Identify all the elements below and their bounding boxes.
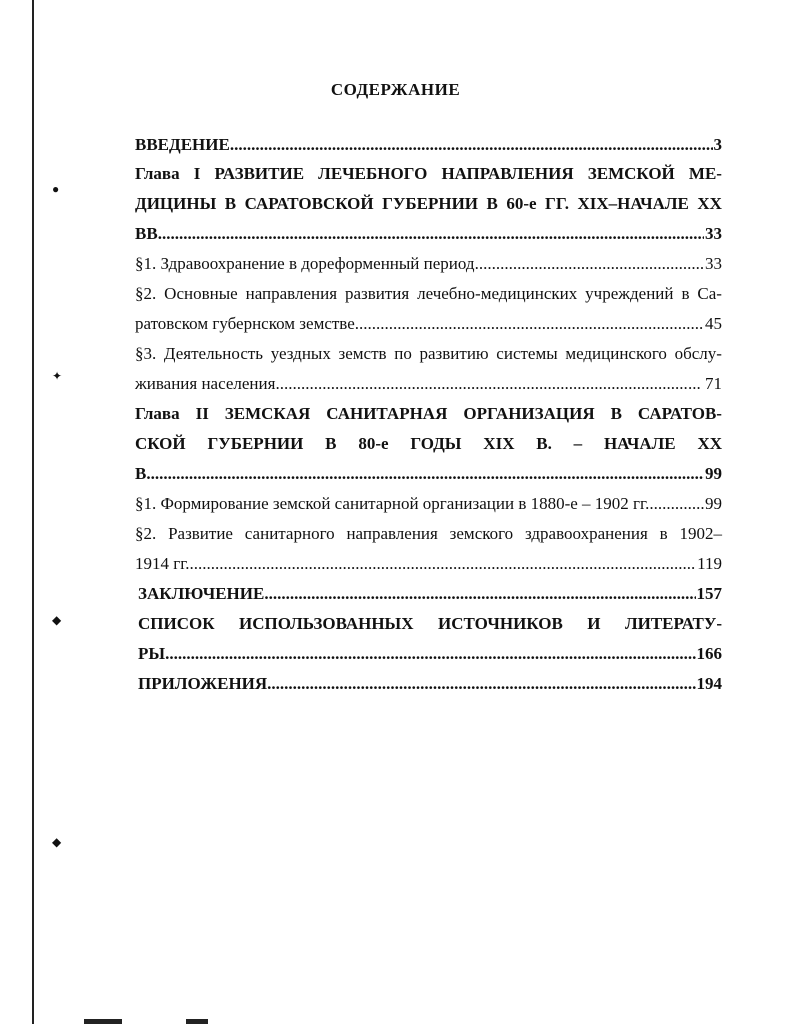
page-number: 99: [705, 464, 722, 483]
heading-word: ГУБЕРНИИ: [207, 434, 304, 453]
heading-word: земского: [449, 524, 514, 543]
heading-word: санитарного: [244, 524, 335, 543]
heading-word: ДИЦИНЫ: [135, 194, 217, 213]
heading-word: в: [681, 284, 690, 303]
entry-title: ВВЕДЕНИЕ: [135, 135, 230, 154]
toc-entry-chapter-1-end: [135, 224, 722, 244]
toc-entry-chapter-2-end: [135, 464, 722, 484]
heading-word: ИСПОЛЬЗОВАННЫХ: [239, 614, 414, 633]
dot-leader: [264, 584, 695, 604]
heading-word: ЗЕМСКОЙ: [587, 164, 675, 183]
heading-word: направления: [346, 524, 438, 543]
entry-title: ВВ: [135, 224, 158, 243]
heading-word: В: [325, 434, 337, 453]
dot-leader: [146, 464, 704, 484]
heading-word: учреждений: [585, 284, 674, 303]
heading-word: по: [394, 344, 412, 363]
heading-word: Глава: [135, 404, 180, 423]
toc-entry-chapter-1[interactable]: [135, 164, 722, 184]
heading-word: 80-е: [358, 434, 389, 453]
heading-word: 1902–: [679, 524, 722, 543]
entry-title: ЗАКЛЮЧЕНИЕ: [138, 584, 265, 603]
heading-word: §2.: [135, 524, 157, 543]
toc-entry-section-2-1[interactable]: [135, 494, 722, 514]
heading-word: обслу-: [674, 344, 722, 363]
heading-word: ГОДЫ: [410, 434, 462, 453]
heading-word: Са-: [697, 284, 722, 303]
heading-word: I: [193, 164, 201, 183]
heading-word: В: [610, 404, 622, 423]
heading-word: в: [659, 524, 668, 543]
toc-entry-sources[interactable]: [138, 614, 722, 634]
toc-entry-conclusion[interactable]: [138, 584, 722, 604]
entry-title: 1914 гг.: [135, 554, 190, 573]
toc-entry-chapter-1-cont: [135, 194, 722, 214]
toc-entry-chapter-2[interactable]: [135, 404, 722, 424]
dot-leader: [475, 254, 704, 274]
heading-word: развитию: [419, 344, 489, 363]
dot-leader: [158, 224, 704, 244]
entry-title: В: [135, 464, 147, 483]
heading-word: здравоохранения: [525, 524, 648, 543]
heading-word: В: [486, 194, 498, 213]
heading-word: XIX: [483, 434, 515, 453]
toc-entry-sources-end: [138, 644, 722, 664]
heading-word: И: [587, 614, 601, 633]
heading-word: Глава: [135, 164, 180, 183]
page-number: 33: [705, 224, 722, 243]
binding-hole-mark: ◆: [52, 613, 62, 627]
toc-entry-section-1-2-end: [135, 314, 722, 334]
heading-word: ИСТОЧНИКОВ: [437, 614, 563, 633]
page-number: 99: [705, 494, 722, 513]
toc-entry-chapter-2-cont: [135, 434, 722, 454]
dot-leader: [658, 494, 704, 514]
heading-word: В.: [536, 434, 552, 453]
heading-word: уездных: [270, 344, 331, 363]
toc-entry-section-1-3[interactable]: [135, 344, 722, 364]
heading-word: В: [224, 194, 237, 213]
heading-word: САНИТАРНАЯ: [326, 404, 448, 423]
heading-word: МЕ-: [688, 164, 722, 183]
toc-entry-appendix[interactable]: [138, 674, 722, 694]
toc-entry-section-1-2[interactable]: [135, 284, 722, 304]
heading-word: медицинского: [565, 344, 667, 363]
entry-title: ратовском губернском земстве: [135, 314, 355, 333]
heading-word: Деятельность: [163, 344, 264, 363]
heading-word: направления: [245, 284, 338, 303]
heading-word: –: [573, 434, 583, 453]
heading-word: СКОЙ: [135, 434, 186, 453]
dot-leader: [275, 374, 687, 394]
heading-word: СПИСОК: [138, 614, 215, 633]
heading-word: §2.: [135, 284, 157, 303]
heading-word: САРАТОВСКОЙ: [244, 194, 374, 213]
heading-word: Основные: [164, 284, 238, 303]
binding-hole-mark: ✦: [52, 369, 63, 383]
heading-word: САРАТОВ-: [637, 404, 722, 423]
dot-leader: [165, 644, 695, 664]
page-number: 3: [713, 135, 722, 154]
entry-title: ПРИЛОЖЕНИЯ: [138, 674, 268, 693]
heading-word: ЛЕЧЕБНОГО: [318, 164, 428, 183]
heading-word: XX: [697, 434, 722, 453]
heading-word: 60-е: [506, 194, 537, 213]
toc-entry-section-1-3-end: [135, 374, 722, 394]
page-number: 157: [696, 584, 722, 603]
heading-word: развития: [344, 284, 410, 303]
dot-leader: [190, 554, 697, 574]
page-number: ... 71: [688, 374, 722, 393]
heading-word: НАПРАВЛЕНИЯ: [441, 164, 574, 183]
page-number: 166: [696, 644, 722, 663]
binding-hole-mark: ◆: [52, 835, 62, 849]
heading-word: ЛИТЕРАТУ-: [624, 614, 722, 633]
dot-leader: [355, 314, 704, 334]
toc-entry-section-1-1[interactable]: [135, 254, 722, 274]
heading-word: НАЧАЛЕ: [603, 434, 676, 453]
entry-title: §1. Формирование земской санитарной организации в 1880-е – 1902 гг...: [135, 494, 658, 513]
entry-title: §1. Здравоохранение в дореформенный период: [135, 254, 475, 273]
heading-word: XIX–НАЧАЛЕ: [577, 194, 689, 213]
dot-leader: [230, 135, 713, 155]
page-number: 194: [696, 674, 722, 693]
heading-word: ЗЕМСКАЯ: [224, 404, 311, 423]
toc-entry-section-2-2-end: [135, 554, 722, 574]
binding-hole-mark: ●: [52, 182, 60, 196]
heading-word: Развитие: [168, 524, 233, 543]
heading-word: лечебно-медицинских: [417, 284, 578, 303]
page-title: СОДЕРЖАНИЕ: [330, 80, 461, 99]
heading-word: ОРГАНИЗАЦИЯ: [463, 404, 595, 423]
heading-word: системы: [496, 344, 558, 363]
entry-title: РЫ: [138, 644, 166, 663]
heading-word: РАЗВИТИЕ: [214, 164, 305, 183]
heading-word: земств: [338, 344, 387, 363]
heading-word: XX: [697, 194, 722, 213]
heading-word: ГГ.: [545, 194, 570, 213]
page-number: 33: [705, 254, 722, 273]
toc-entry-intro[interactable]: [135, 135, 722, 155]
dot-leader: [267, 674, 695, 694]
heading-word: II: [195, 404, 209, 423]
entry-title: живания населения: [135, 374, 276, 393]
heading-word: ГУБЕРНИИ: [382, 194, 479, 213]
page-number: 45: [705, 314, 722, 333]
heading-word: §3.: [135, 344, 157, 363]
toc-entry-section-2-2[interactable]: [135, 524, 722, 544]
page-number: 119: [697, 554, 722, 573]
